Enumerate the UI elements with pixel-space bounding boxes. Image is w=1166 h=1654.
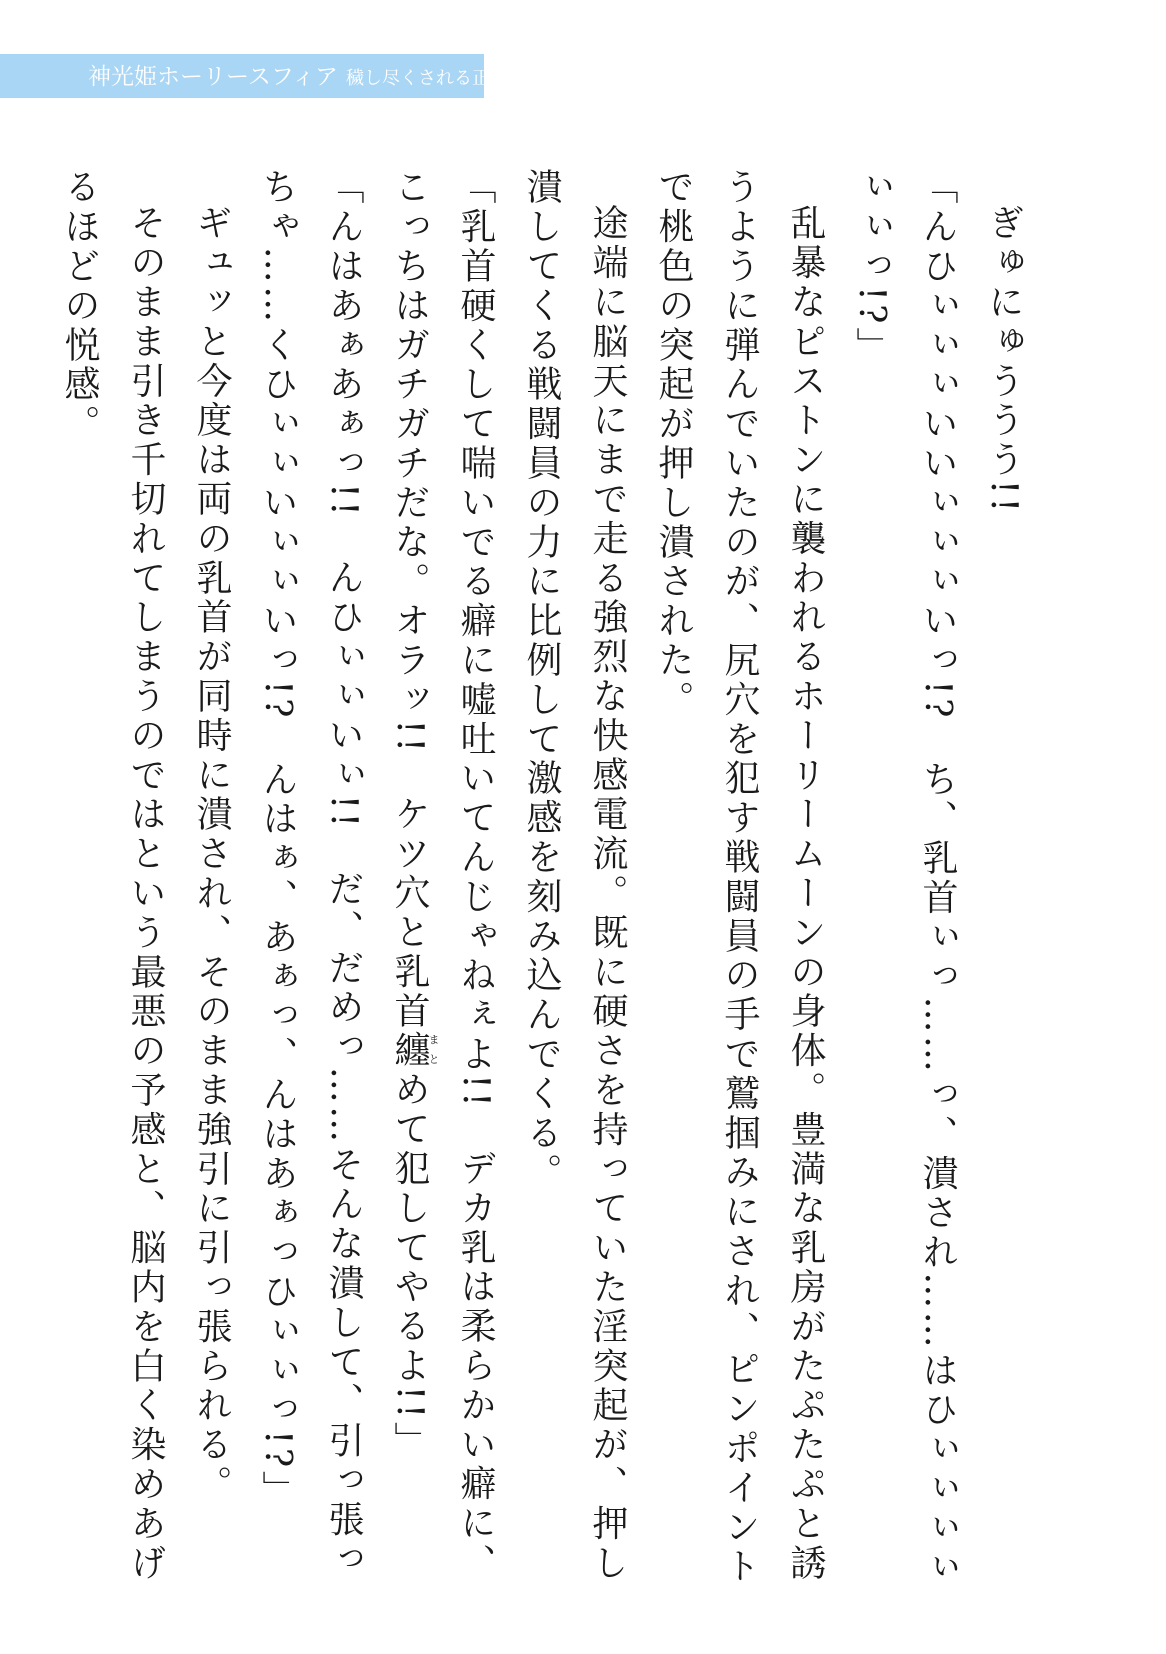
- paragraph-6: 「んはあぁあぁっ!! んひぃぃいぃ!! だ、だめっ……そんな潰して、引っ張っちゃ……くひぃぃいぃぃいっ!? んはぁ、あぁっ、んはあぁっひぃぃっ!?」: [257, 168, 364, 1580]
- paragraph-5-lead: 「乳首硬くして喘いでる癖に嘘吐いてんじゃねぇよ!! デカ乳は柔らかい癖に、こっちはガチガチだな。オラッ!! ケツ穴と乳首: [389, 168, 496, 1583]
- paragraph-3: 乱暴なピストンに襲われるホーリームーンの身体。豊満な乳房がたぷたぷと誘うように弾んでいたのが、尻穴を犯す戦闘員の手で鷲掴みにされ、ピンポイントで桃色の突起が押し潰された。: [653, 168, 826, 1587]
- page-body: [46, 168, 1036, 1598]
- paragraph-2: 「んひぃぃぃいいぃぃぃいっ!? ち、乳首ぃっ……っ、潰され……はひぃぃぃぃぃぃっ!?」: [851, 168, 958, 1588]
- ruby-reading: まと: [427, 1031, 440, 1071]
- paragraph-4: 途端に脳天にまで走る強烈な快感電流。既に硬さを持っていた淫突起が、押し潰してくる戦闘員の力に比例して激感を刻み込んでくる。: [521, 168, 628, 1583]
- ruby-base: 纏: [389, 1031, 430, 1071]
- paragraph-8: そのまま引き千切れてしまうのではという最悪の予感と、脳内を白く染めあげるほどの悦感。: [59, 168, 166, 1583]
- chapter-title: 穢し尽くされる正義: [346, 68, 509, 89]
- paragraph-1: ぎゅにゅううう!!: [983, 204, 1024, 516]
- ruby-word: [389, 1031, 440, 1071]
- paragraph-7: ギュッと今度は両の乳首が同時に潰され、そのまま強引に引っ張られる。: [191, 204, 232, 1505]
- paragraph-5-tail: めて犯してやるよ!!」: [389, 1070, 430, 1461]
- running-header: [88, 63, 508, 93]
- book-title: 神光姫ホーリースフィア: [88, 64, 339, 90]
- paragraph-5: [376, 168, 508, 1598]
